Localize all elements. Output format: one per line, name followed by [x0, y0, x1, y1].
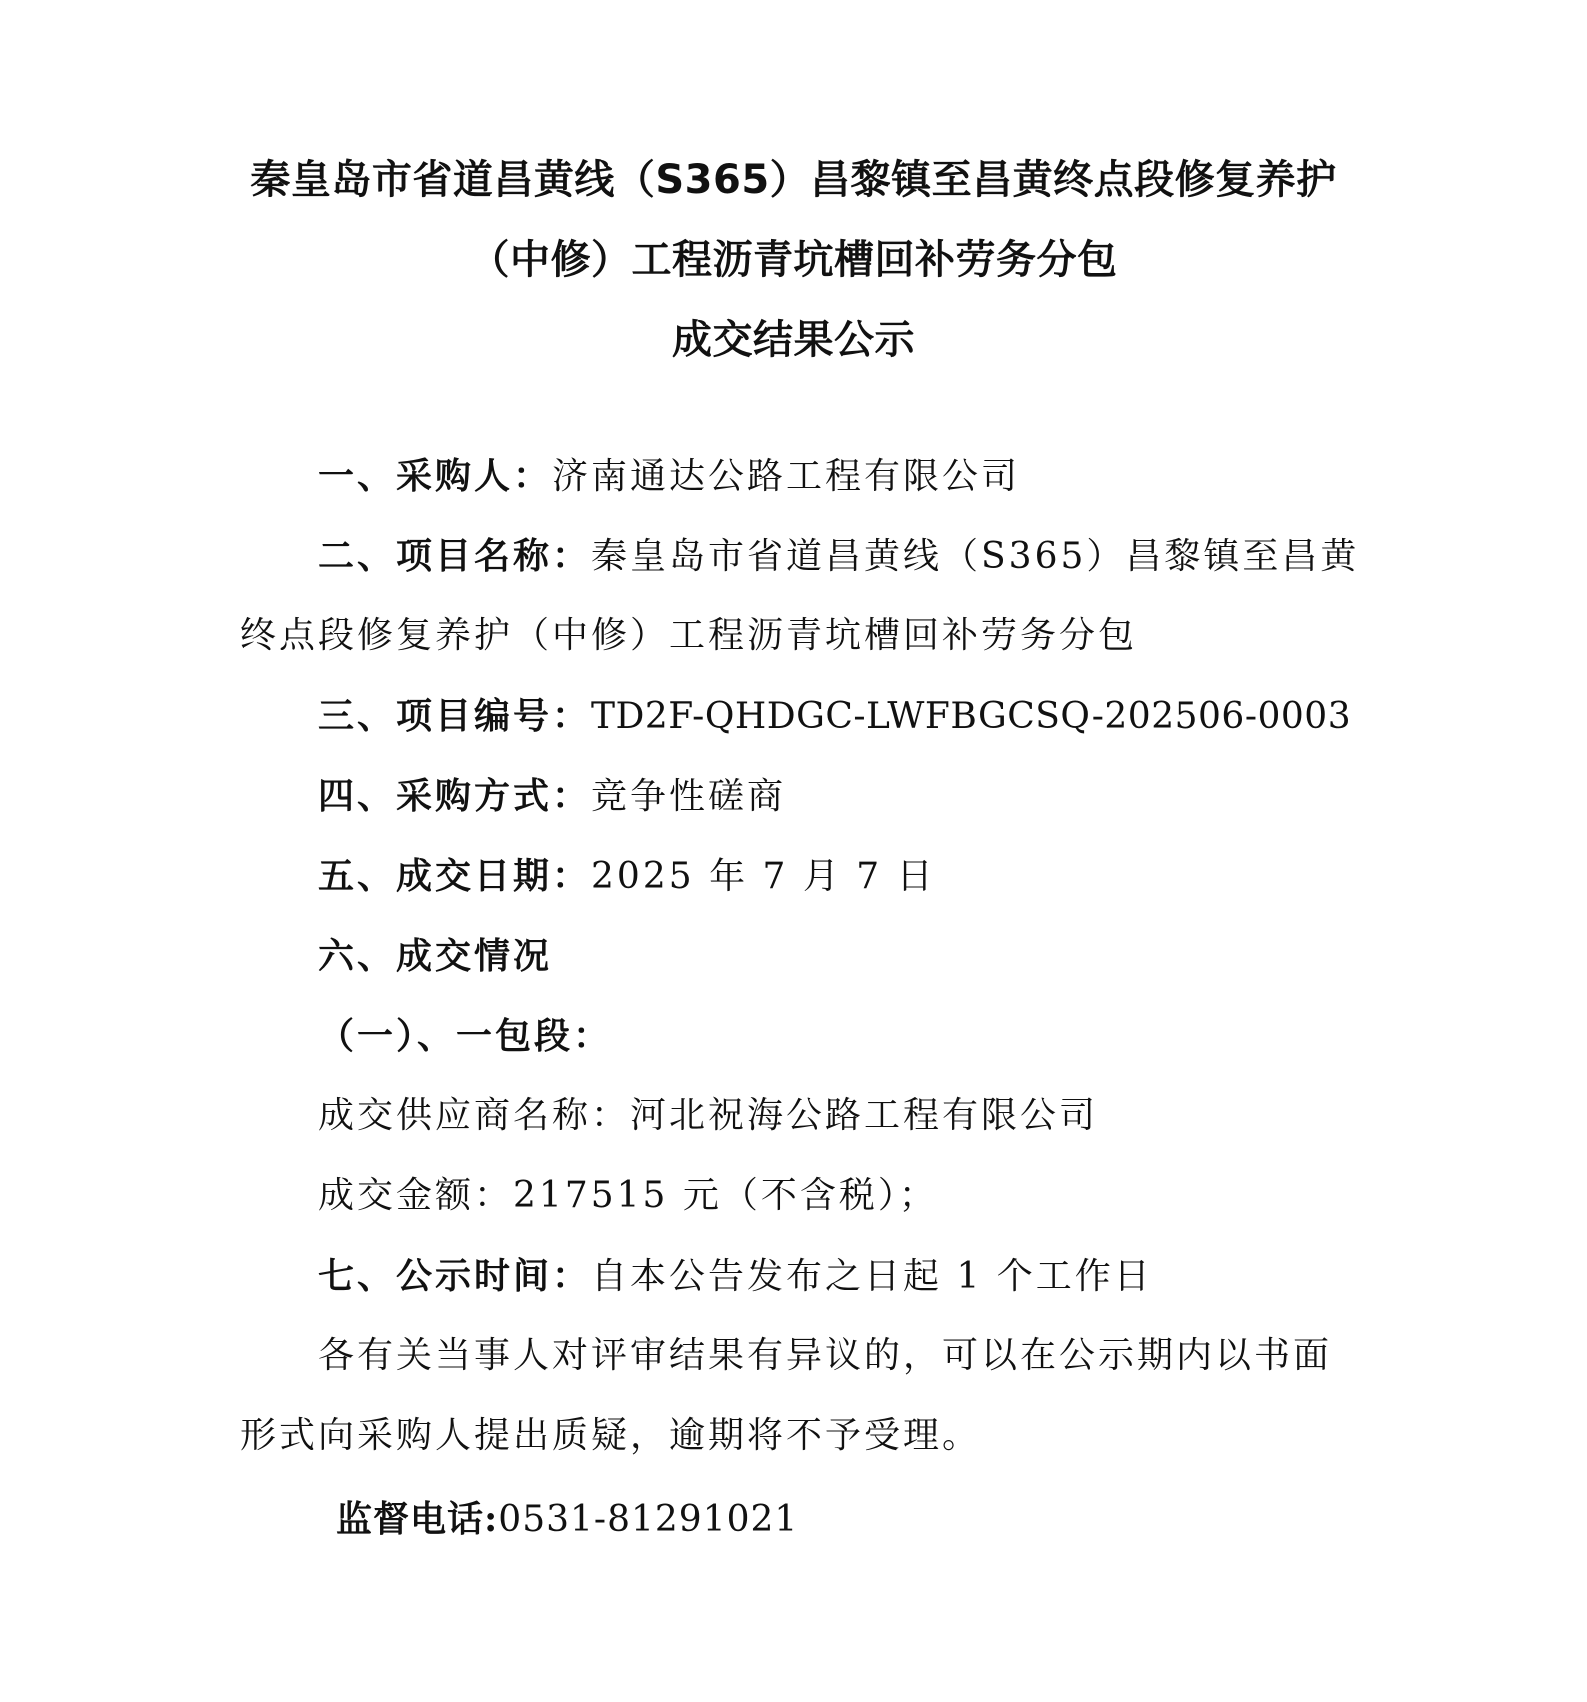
deal-date-value: 2025 年 7 月 7 日: [591, 856, 936, 897]
notice-period-label: 七、公示时间：: [318, 1255, 592, 1297]
procurement-method-line: [318, 773, 786, 820]
document-title-line-1: 秦皇岛市省道昌黄线（S365）昌黎镇至昌黄终点段修复养护: [250, 157, 1337, 203]
deal-result-label: 六、成交情况: [318, 935, 553, 977]
project-name-continuation: [240, 613, 1137, 659]
supervision-phone-line: [336, 1496, 798, 1543]
lot-line: [318, 1013, 612, 1060]
amount-value: 217515 元（不含税）；: [513, 1175, 938, 1216]
supplier-line: [318, 1093, 1098, 1139]
project-name-line: [318, 533, 1359, 580]
amount-label: 成交金额：: [318, 1175, 514, 1216]
supplier-value: 河北祝海公路工程有限公司: [630, 1095, 1099, 1136]
supplier-label: 成交供应商名称：: [318, 1095, 631, 1136]
supervision-phone-label: 监督电话:: [336, 1498, 499, 1540]
project-number-line: [318, 693, 1351, 740]
project-name-value-1: 秦皇岛市省道昌黄线（S365）昌黎镇至昌黄: [591, 536, 1360, 577]
notice-period-line: [318, 1253, 1153, 1300]
project-name-label: 二、项目名称：: [318, 535, 592, 577]
supervision-phone-value: 0531-81291021: [498, 1499, 799, 1540]
notice-period-value: 自本公告发布之日起 1 个工作日: [591, 1256, 1153, 1297]
deal-result-line: [318, 933, 552, 980]
project-number-value: TD2F-QHDGC-LWFBGCSQ-202506-0003: [591, 696, 1352, 737]
lot-label: （一）、一包段：: [318, 1015, 613, 1057]
procurement-method-label: 四、采购方式：: [318, 775, 592, 817]
project-name-value-2: 终点段修复养护（中修）工程沥青坑槽回补劳务分包: [240, 615, 1138, 656]
objection-text-1: 各有关当事人对评审结果有异议的，可以在公示期内以书面: [318, 1335, 1333, 1376]
objection-line-1: [318, 1333, 1332, 1379]
deal-date-line: [318, 853, 936, 900]
purchaser-line: [318, 453, 1020, 500]
amount-line: [318, 1173, 938, 1219]
procurement-method-value: 竞争性磋商: [591, 776, 787, 817]
objection-line-2: [240, 1413, 981, 1459]
deal-date-label: 五、成交日期：: [318, 855, 592, 897]
objection-text-2: 形式向采购人提出质疑，逾期将不予受理。: [240, 1415, 982, 1456]
project-number-label: 三、项目编号：: [318, 695, 592, 737]
purchaser-value: 济南通达公路工程有限公司: [552, 456, 1021, 497]
document-title-line-3: 成交结果公示: [672, 317, 915, 363]
document-title-line-2: （中修）工程沥青坑槽回补劳务分包: [469, 237, 1118, 283]
purchaser-label: 一、采购人：: [318, 455, 553, 497]
